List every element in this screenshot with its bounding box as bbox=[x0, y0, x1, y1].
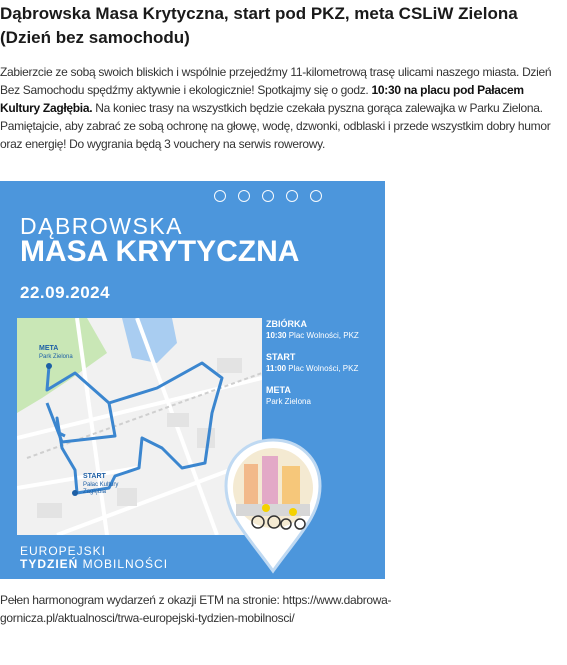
city-logo-icon bbox=[214, 190, 226, 202]
partner-logo-1 bbox=[238, 190, 250, 202]
start-time: 11:00 bbox=[266, 364, 287, 373]
location-pin-illustration bbox=[218, 436, 328, 576]
gathering-detail bbox=[266, 330, 359, 341]
cyclist-helmet-2 bbox=[289, 508, 297, 516]
finish-marker bbox=[46, 363, 52, 369]
gathering-time: 10:30 bbox=[266, 331, 287, 340]
finish-label: META bbox=[266, 385, 291, 395]
intro-bold-text: 10:30 na placu pod Pałacem Kultury Zagłębia. bbox=[0, 83, 524, 115]
map-finish-label: META bbox=[39, 345, 59, 352]
finish-place: Park Zielona bbox=[266, 397, 311, 406]
gathering-place: Plac Wolności, PKZ bbox=[288, 331, 359, 340]
cyclist-helmet bbox=[262, 504, 270, 512]
etm-line1: EUROPEJSKI bbox=[20, 544, 107, 558]
event-info bbox=[266, 319, 359, 407]
event-poster bbox=[0, 181, 385, 579]
poster-title-line1: DĄBROWSKA bbox=[20, 213, 184, 239]
sponsor-logos bbox=[214, 190, 322, 202]
poster-title-line2: MASA KRYTYCZNA bbox=[20, 235, 300, 268]
poster-date: 22.09.2024 bbox=[20, 283, 111, 302]
article-intro bbox=[0, 63, 562, 153]
intro-text-1: Zabierzcie ze sobą swoich bliskich i wspólnie przejedźmy 11-kilometrową trasę ulicami naszego miasta. Dzień Bez Samochodu spędźmy aktywnie i ekologicznie! Spotkajmy się o godz. bbox=[0, 65, 552, 97]
partner-logo-3-icon bbox=[286, 190, 298, 202]
partner-logo-4-icon bbox=[310, 190, 322, 202]
etm-line2-rest: MOBILNOŚCI bbox=[78, 557, 169, 571]
partner-logo-4 bbox=[310, 190, 322, 202]
partner-logo-2-icon bbox=[262, 190, 274, 202]
article-footer: Pełen harmonogram wydarzeń z okazji ETM na stronie: https://www.dabrowa-gornicza.pl/aktualnosci/trwa-europejski-tydzien-mobilnosci/ bbox=[0, 593, 392, 625]
start-marker bbox=[72, 490, 78, 496]
start-detail bbox=[266, 363, 359, 374]
etm-line2-bold: TYDZIEŃ bbox=[20, 557, 79, 571]
city-logo bbox=[214, 190, 226, 202]
etm-line2 bbox=[20, 557, 168, 571]
map-finish-place: Park Zielona bbox=[39, 354, 73, 360]
pin-road bbox=[236, 504, 310, 516]
map-start-place-2: Zagłębia bbox=[83, 489, 107, 495]
pin-building-1 bbox=[244, 464, 258, 504]
partner-logo-2 bbox=[262, 190, 274, 202]
map-start-label: START bbox=[83, 473, 106, 480]
intro-text-2: Na koniec trasy na wszystkich będzie czekała pyszna gorąca zalewajka w Parku Zielona. Pamiętajcie, aby zabrać ze sobą ochronę na głowę, wodę, dzwonki, odblaski i przede wszystkim dobry humor oraz energię! Do wygrania będą 3 vouchery na serwis rowerowy. bbox=[0, 101, 551, 151]
article-title: Dąbrowska Masa Krytyczna, start pod PKZ, meta CSLiW Zielona (Dzień bez samochodu) bbox=[0, 4, 518, 47]
start-label: START bbox=[266, 352, 296, 362]
pin-building-2 bbox=[262, 456, 278, 504]
start-place: Plac Wolności, PKZ bbox=[288, 364, 359, 373]
partner-logo-1-icon bbox=[238, 190, 250, 202]
gathering-label: ZBIÓRKA bbox=[266, 319, 307, 329]
partner-logo-3 bbox=[286, 190, 298, 202]
pin-building-3 bbox=[282, 466, 300, 504]
map-start-place-1: Pałac Kultury bbox=[83, 482, 119, 488]
